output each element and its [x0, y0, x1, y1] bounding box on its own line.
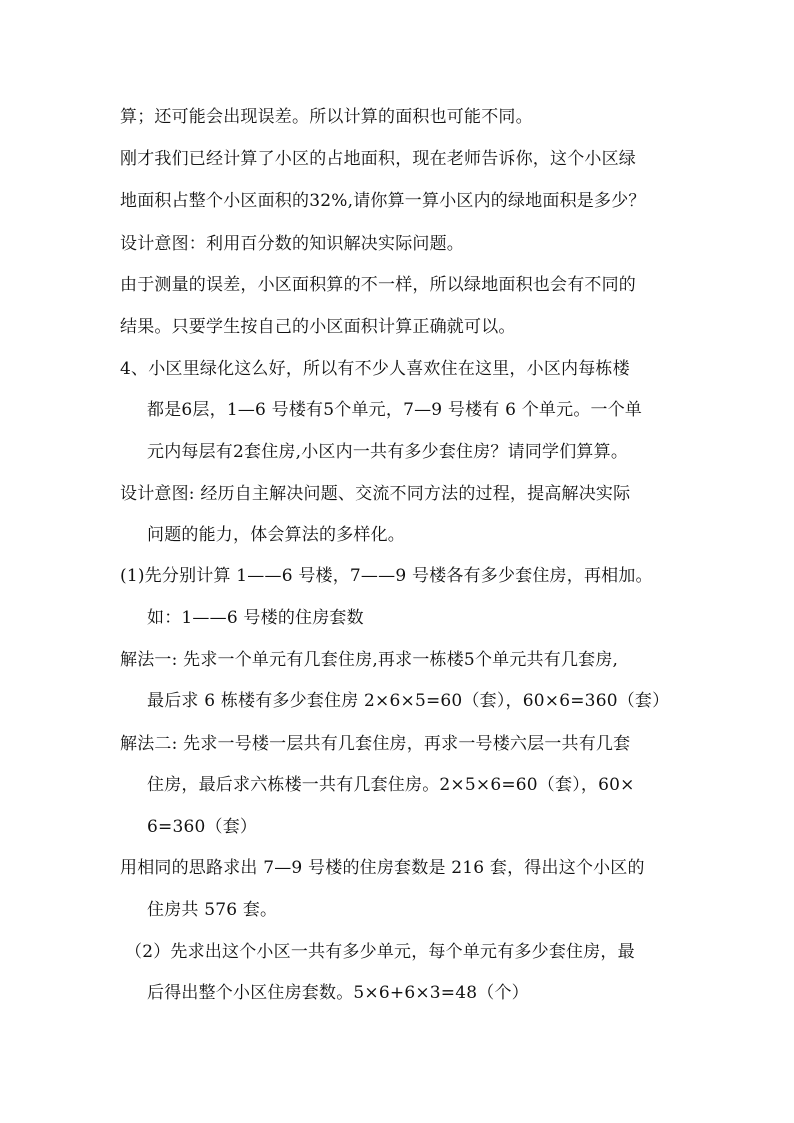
text-line: 元内每层有2套住房,小区内一共有多少套住房？请同学们算算。: [147, 442, 629, 462]
text-line: 结果。只要学生按自己的小区面积计算正确就可以。: [120, 317, 516, 337]
text-line: 如：1——6 号楼的住房套数: [147, 608, 364, 628]
text-line: 4、小区里绿化这么好，所以有不少人喜欢住在这里，小区内每栋楼: [120, 359, 630, 379]
text-line: 解法二: 先求一号楼一层共有几套住房，再求一号楼六层一共有几套: [120, 734, 631, 754]
text-line: 地面积占整个小区面积的32%,请你算一算小区内的绿地面积是多少？: [120, 191, 646, 211]
text-line: (1)先分别计算 1——6 号楼，7——9 号楼各有多少套住房，再相加。: [120, 566, 653, 586]
text-line: 由于测量的误差，小区面积算的不一样，所以绿地面积也会有不同的: [120, 275, 636, 295]
text-line: 住房，最后求六栋楼一共有几套住房。2×5×6=60（套），60×: [147, 775, 635, 795]
text-line: 问题的能力，体会算法的多样化。: [147, 525, 405, 545]
text-line: 都是6层，1—6 号楼有5个单元，7—9 号楼有 6 个单元。一个单: [147, 400, 643, 420]
text-line: 住房共 576 套。: [147, 900, 278, 920]
text-line: 解法一: 先求一个单元有几套住房,再求一栋楼5个单元共有几套房,: [120, 650, 619, 670]
text-line: 设计意图: 经历自主解决问题、交流不同方法的过程，提高解决实际: [120, 484, 631, 504]
text-line: 后得出整个小区住房套数。5×6+6×3=48（个）: [147, 983, 529, 1003]
text-line: 最后求 6 栋楼有多少套住房 2×6×5=60（套），60×6=360（套）: [147, 691, 670, 711]
text-line: 设计意图：利用百分数的知识解决实际问题。: [120, 234, 464, 254]
text-line: 用相同的思路求出 7—9 号楼的住房套数是 216 套，得出这个小区的: [120, 858, 645, 878]
text-line: 6=360（套）: [147, 817, 258, 837]
text-line: 算；还可能会出现误差。所以计算的面积也可能不同。: [120, 107, 533, 127]
text-line: （2）先求出这个小区一共有多少单元，每个单元有多少套住房，最: [125, 942, 635, 962]
text-line: 刚才我们已经计算了小区的占地面积，现在老师告诉你，这个小区绿: [120, 149, 636, 169]
